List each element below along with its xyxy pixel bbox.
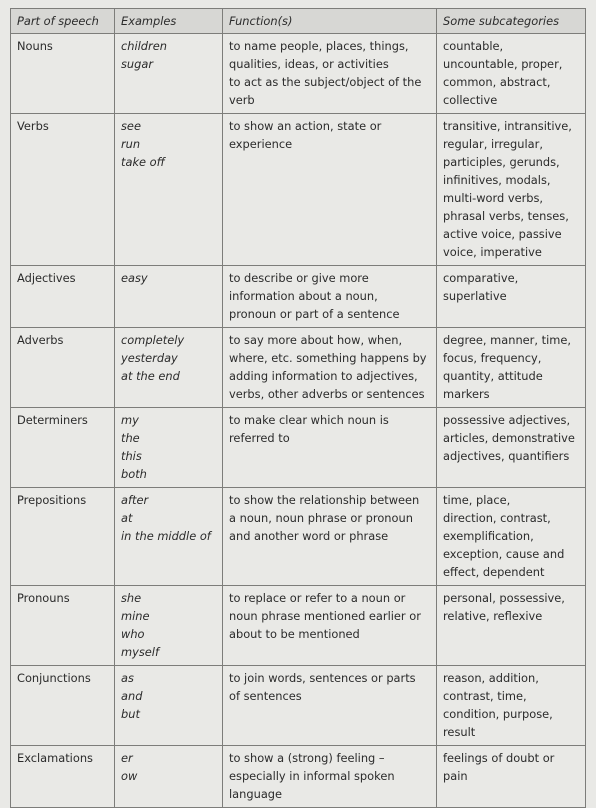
examples-line: take off (121, 155, 165, 169)
parts-of-speech-table (10, 8, 586, 808)
table-row (11, 488, 586, 586)
examples-line: at (121, 511, 133, 525)
part-of-speech-cell: Adverbs (11, 328, 115, 408)
examples-cell (115, 666, 223, 746)
examples-line: er (121, 751, 133, 765)
function-cell (223, 746, 437, 808)
examples-line: easy (121, 271, 148, 285)
examples-cell (115, 488, 223, 586)
subcategories-line: collective (443, 93, 498, 107)
function-line: referred to (229, 431, 290, 445)
subcategories-line: markers (443, 387, 490, 401)
subcategories-cell (437, 746, 586, 808)
part-of-speech-cell: Determiners (11, 408, 115, 488)
examples-line: sugar (121, 57, 154, 71)
examples-line: the (121, 431, 140, 445)
subcategories-line: contrast, time, (443, 689, 527, 703)
function-cell (223, 488, 437, 586)
examples-line: ow (121, 769, 138, 783)
function-line: language (229, 787, 283, 801)
subcategories-line: comparative, (443, 271, 519, 285)
subcategories-line: voice, imperative (443, 245, 542, 259)
function-line: to show a (strong) feeling – (229, 751, 385, 765)
examples-line: and (121, 689, 143, 703)
function-cell (223, 328, 437, 408)
function-line: verbs, other adverbs or sentences (229, 387, 425, 401)
subcategories-cell (437, 408, 586, 488)
examples-cell (115, 408, 223, 488)
function-cell (223, 586, 437, 666)
subcategories-line: articles, demonstrative (443, 431, 575, 445)
subcategories-line: phrasal verbs, tenses, (443, 209, 569, 223)
header-examples: Examples (115, 9, 223, 34)
subcategories-cell (437, 266, 586, 328)
examples-cell (115, 746, 223, 808)
function-line: to act as the subject/object of the (229, 75, 422, 89)
subcategories-line: degree, manner, time, (443, 333, 571, 347)
function-cell (223, 666, 437, 746)
subcategories-line: infinitives, modals, (443, 173, 551, 187)
subcategories-line: direction, contrast, (443, 511, 551, 525)
subcategories-line: active voice, passive (443, 227, 562, 241)
examples-line: see (121, 119, 141, 133)
part-of-speech-cell: Prepositions (11, 488, 115, 586)
function-line: of sentences (229, 689, 302, 703)
examples-line: in the middle of (121, 529, 211, 543)
examples-line: run (121, 137, 141, 151)
table-row (11, 586, 586, 666)
table-row (11, 328, 586, 408)
subcategories-line: exception, cause and (443, 547, 565, 561)
examples-line: completely (121, 333, 185, 347)
subcategories-line: regular, irregular, (443, 137, 543, 151)
subcategories-cell (437, 34, 586, 114)
part-of-speech-cell: Pronouns (11, 586, 115, 666)
header-subcategories: Some subcategories (437, 9, 586, 34)
subcategories-line: reason, addition, (443, 671, 539, 685)
function-cell (223, 34, 437, 114)
subcategories-cell (437, 328, 586, 408)
examples-cell (115, 586, 223, 666)
function-line: information about a noun, (229, 289, 378, 303)
subcategories-line: effect, dependent (443, 565, 545, 579)
table-row (11, 266, 586, 328)
examples-cell (115, 34, 223, 114)
examples-line: mine (121, 609, 150, 623)
examples-line: yesterday (121, 351, 178, 365)
table-row (11, 746, 586, 808)
examples-line: myself (121, 645, 159, 659)
function-line: about to be mentioned (229, 627, 360, 641)
function-line: adding information to adjectives, (229, 369, 418, 383)
function-line: to replace or refer to a noun or (229, 591, 406, 605)
subcategories-line: relative, reflexive (443, 609, 543, 623)
function-line: verb (229, 93, 255, 107)
function-line: to make clear which noun is (229, 413, 389, 427)
part-of-speech-cell: Verbs (11, 114, 115, 266)
subcategories-line: possessive adjectives, (443, 413, 571, 427)
examples-line: this (121, 449, 142, 463)
function-line: where, etc. something happens by (229, 351, 427, 365)
function-line: a noun, noun phrase or pronoun (229, 511, 413, 525)
subcategories-line: participles, gerunds, (443, 155, 560, 169)
subcategories-line: pain (443, 769, 468, 783)
subcategories-line: result (443, 725, 476, 739)
table-header-row (11, 9, 586, 34)
part-of-speech-cell: Exclamations (11, 746, 115, 808)
table-body (11, 34, 586, 808)
examples-line: who (121, 627, 145, 641)
examples-line: children (121, 39, 167, 53)
table-row (11, 666, 586, 746)
examples-line: both (121, 467, 147, 481)
function-line: especially in informal spoken (229, 769, 395, 783)
function-line: to show an action, state or (229, 119, 382, 133)
examples-line: she (121, 591, 142, 605)
function-line: to join words, sentences or parts (229, 671, 416, 685)
subcategories-line: countable, (443, 39, 504, 53)
subcategories-line: multi-word verbs, (443, 191, 544, 205)
function-cell (223, 408, 437, 488)
function-line: to say more about how, when, (229, 333, 403, 347)
examples-line: as (121, 671, 134, 685)
subcategories-cell (437, 586, 586, 666)
function-line: pronoun or part of a sentence (229, 307, 400, 321)
header-part-of-speech: Part of speech (11, 9, 115, 34)
function-line: to name people, places, things, (229, 39, 409, 53)
subcategories-line: quantity, attitude (443, 369, 543, 383)
header-functions: Function(s) (223, 9, 437, 34)
function-line: to show the relationship between (229, 493, 420, 507)
subcategories-line: condition, purpose, (443, 707, 553, 721)
examples-cell (115, 114, 223, 266)
subcategories-line: common, abstract, (443, 75, 551, 89)
table-row (11, 114, 586, 266)
examples-cell (115, 266, 223, 328)
table-row (11, 408, 586, 488)
subcategories-cell (437, 114, 586, 266)
examples-line: at the end (121, 369, 180, 383)
examples-line: my (121, 413, 139, 427)
examples-cell (115, 328, 223, 408)
subcategories-line: focus, frequency, (443, 351, 542, 365)
subcategories-cell (437, 666, 586, 746)
subcategories-line: transitive, intransitive, (443, 119, 572, 133)
examples-line: after (121, 493, 149, 507)
part-of-speech-cell: Nouns (11, 34, 115, 114)
function-line: experience (229, 137, 293, 151)
examples-line: but (121, 707, 140, 721)
subcategories-line: adjectives, quantifiers (443, 449, 570, 463)
subcategories-line: uncountable, proper, (443, 57, 563, 71)
subcategories-line: superlative (443, 289, 507, 303)
function-line: and another word or phrase (229, 529, 389, 543)
part-of-speech-cell: Adjectives (11, 266, 115, 328)
subcategories-cell (437, 488, 586, 586)
subcategories-line: feelings of doubt or (443, 751, 555, 765)
subcategories-line: exemplification, (443, 529, 534, 543)
function-cell (223, 266, 437, 328)
function-cell (223, 114, 437, 266)
function-line: noun phrase mentioned earlier or (229, 609, 421, 623)
subcategories-line: personal, possessive, (443, 591, 565, 605)
subcategories-line: time, place, (443, 493, 511, 507)
function-line: to describe or give more (229, 271, 369, 285)
part-of-speech-cell: Conjunctions (11, 666, 115, 746)
table-row (11, 34, 586, 114)
function-line: qualities, ideas, or activities (229, 57, 389, 71)
